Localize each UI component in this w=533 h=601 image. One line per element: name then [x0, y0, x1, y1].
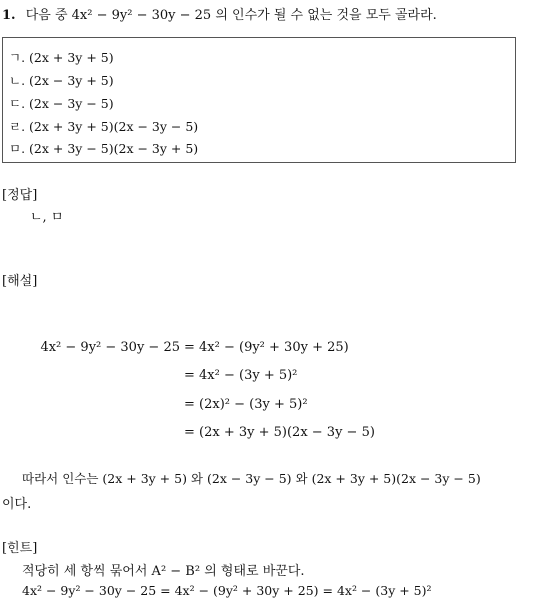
choices-box: [2, 37, 516, 163]
equation-right-1: = 4x² − (9y² + 30y + 25): [184, 340, 349, 355]
conclusion-line-2: 이다.: [2, 497, 32, 512]
equation-right-2: = 4x² − (3y + 5)²: [184, 368, 298, 383]
question-text: 다음 중 4x² − 9y² − 30y − 25 의 인수가 될 수 없는 것을 모두 골라라.: [25, 8, 437, 23]
choice-label: ㄴ.: [9, 73, 26, 88]
choice-4: [9, 117, 198, 135]
answer-heading: [정답]: [2, 188, 38, 203]
choice-5: [9, 139, 198, 157]
choice-1: [9, 48, 114, 66]
choice-expression: (2x − 3y − 5): [29, 96, 114, 111]
hint-line-2: 4x² − 9y² − 30y − 25 = 4x² − (9y² + 30y + 25) = 4x² − (3y + 5)²: [22, 583, 432, 598]
hint-heading: [힌트]: [2, 541, 38, 556]
choice-expression: (2x − 3y + 5): [29, 73, 114, 88]
conclusion-line-1: 따라서 인수는 (2x + 3y + 5) 와 (2x − 3y − 5) 와 (2x + 3y + 5)(2x − 3y − 5): [22, 471, 481, 486]
equation-right-3: = (2x)² − (3y + 5)²: [184, 397, 308, 412]
choice-label: ㄷ.: [9, 96, 26, 111]
choice-expression: (2x + 3y + 5): [29, 50, 114, 65]
choice-label: ㅁ.: [9, 141, 26, 156]
answer-text: ㄴ, ㅁ: [30, 210, 64, 225]
equation-right-4: = (2x + 3y + 5)(2x − 3y − 5): [184, 425, 375, 440]
question-number: 1.: [2, 8, 16, 23]
question-line: [2, 4, 437, 23]
choice-expression: (2x + 3y − 5)(2x − 3y + 5): [29, 141, 199, 156]
equation-left-1: 4x² − 9y² − 30y − 25: [40, 340, 180, 355]
choice-3: [9, 94, 114, 112]
hint-line-1: 적당히 세 항씩 묶어서 A² − B² 의 형태로 바꾼다.: [22, 564, 305, 579]
choice-2: [9, 71, 114, 89]
explanation-heading: [해설]: [2, 274, 38, 289]
choice-label: ㄹ.: [9, 119, 26, 134]
choice-expression: (2x + 3y + 5)(2x − 3y − 5): [29, 119, 199, 134]
choice-label: ㄱ.: [9, 50, 26, 65]
